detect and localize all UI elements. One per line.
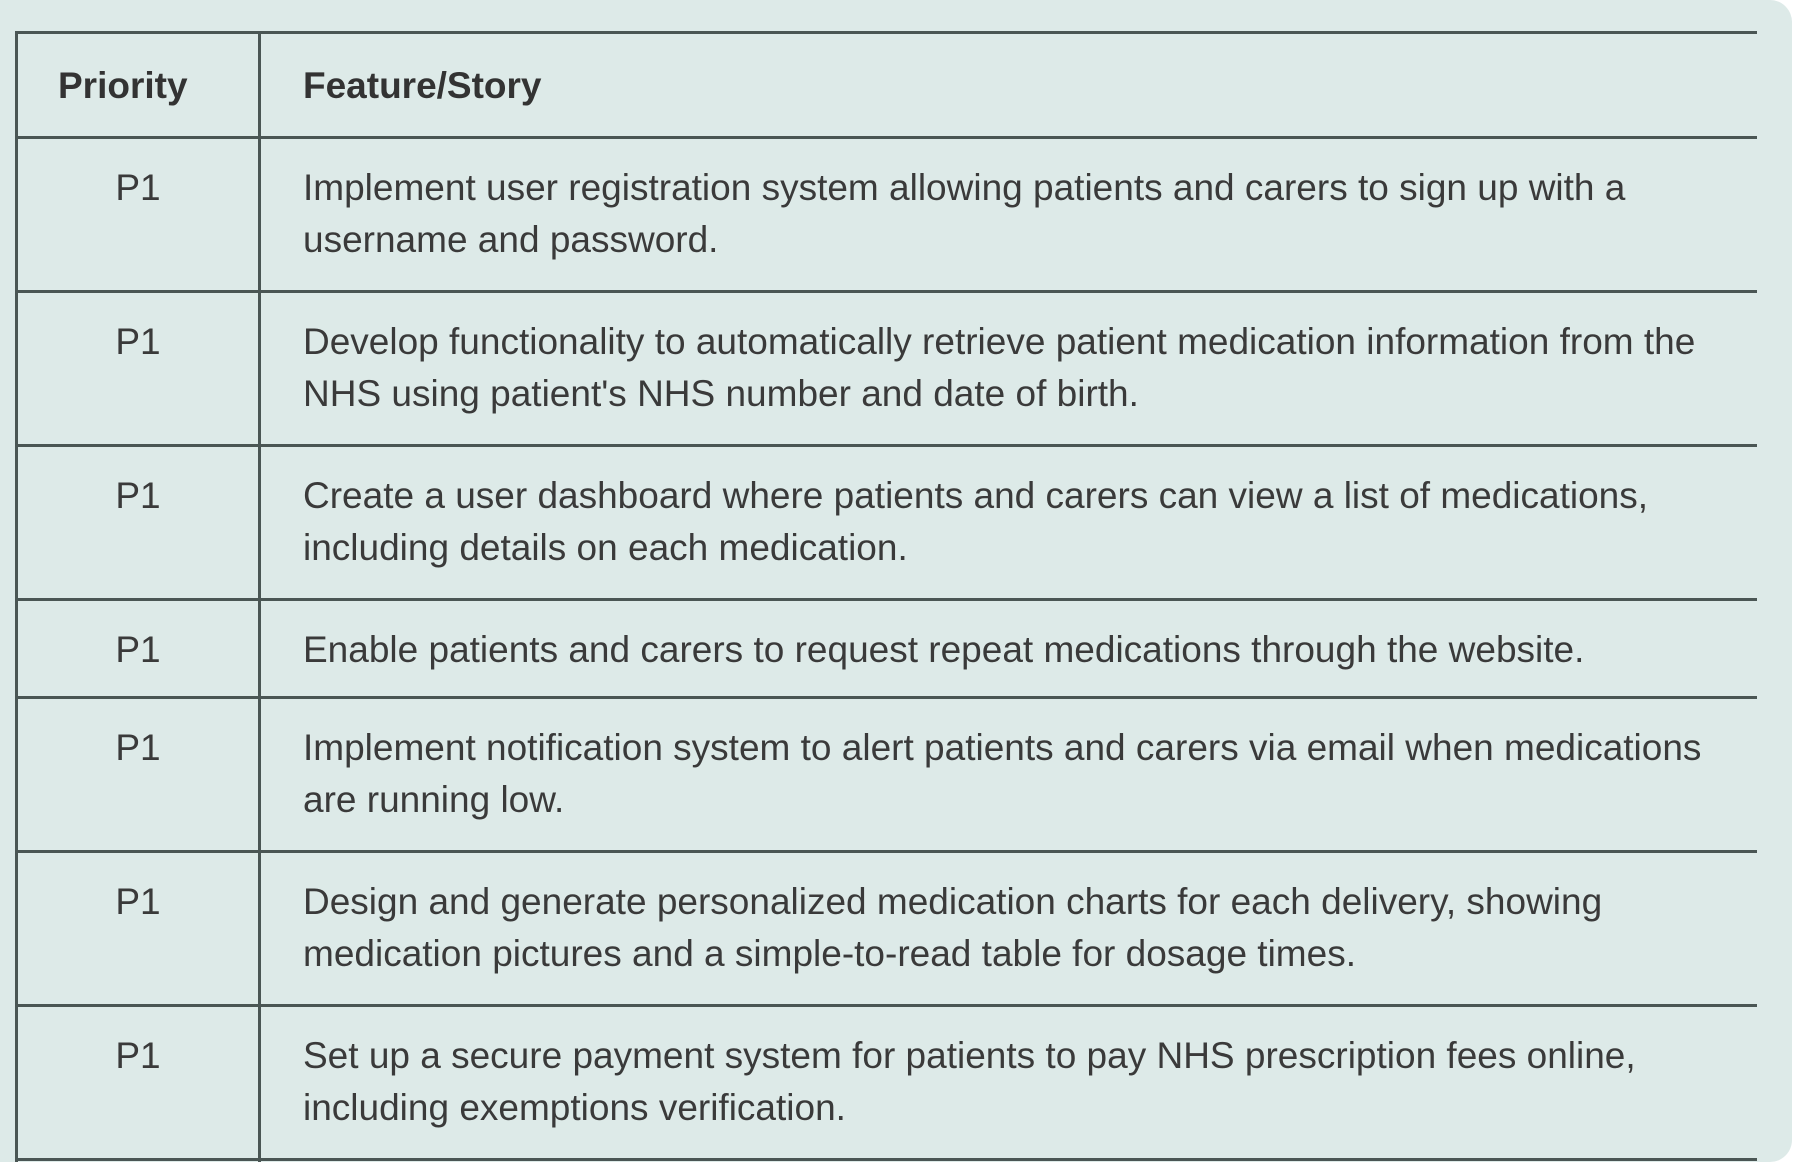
table-row — [17, 852, 1758, 1006]
priority-cell: P1 — [17, 600, 260, 698]
table-row — [17, 292, 1758, 446]
story-cell: Implement notification system to alert patients and carers via email when medications are running low. — [260, 698, 1758, 852]
priority-cell: P1 — [17, 852, 260, 1006]
priority-cell: P1 — [17, 1006, 260, 1160]
table-row — [17, 138, 1758, 292]
priority-cell: P1 — [17, 446, 260, 600]
priority-cell: P1 — [17, 292, 260, 446]
table-row — [17, 446, 1758, 600]
table-row — [17, 1006, 1758, 1160]
story-cell — [260, 1160, 1758, 1163]
priority-column-header: Priority — [17, 33, 260, 138]
table-row — [17, 698, 1758, 852]
story-cell: Set up a secure payment system for patients to pay NHS prescription fees online, including exemptions verification. — [260, 1006, 1758, 1160]
table-header-row — [17, 33, 1758, 138]
story-cell: Create a user dashboard where patients and carers can view a list of medications, including details on each medication. — [260, 446, 1758, 600]
story-cell: Enable patients and carers to request repeat medications through the website. — [260, 600, 1758, 698]
priority-cell — [17, 1160, 260, 1163]
priority-cell: P1 — [17, 698, 260, 852]
story-cell: Design and generate personalized medication charts for each delivery, showing medication pictures and a simple-to-read table for dosage times. — [260, 852, 1758, 1006]
table-row — [17, 600, 1758, 698]
priority-cell: P1 — [17, 138, 260, 292]
story-cell: Implement user registration system allowing patients and carers to sign up with a username and password. — [260, 138, 1758, 292]
story-cell: Develop functionality to automatically retrieve patient medication information from the NHS using patient's NHS number and date of birth. — [260, 292, 1758, 446]
table-scroll-area — [15, 31, 1757, 1162]
feature-story-column-header: Feature/Story — [260, 33, 1758, 138]
feature-priority-table — [15, 31, 1757, 1162]
table-row-cut-off — [17, 1160, 1758, 1163]
